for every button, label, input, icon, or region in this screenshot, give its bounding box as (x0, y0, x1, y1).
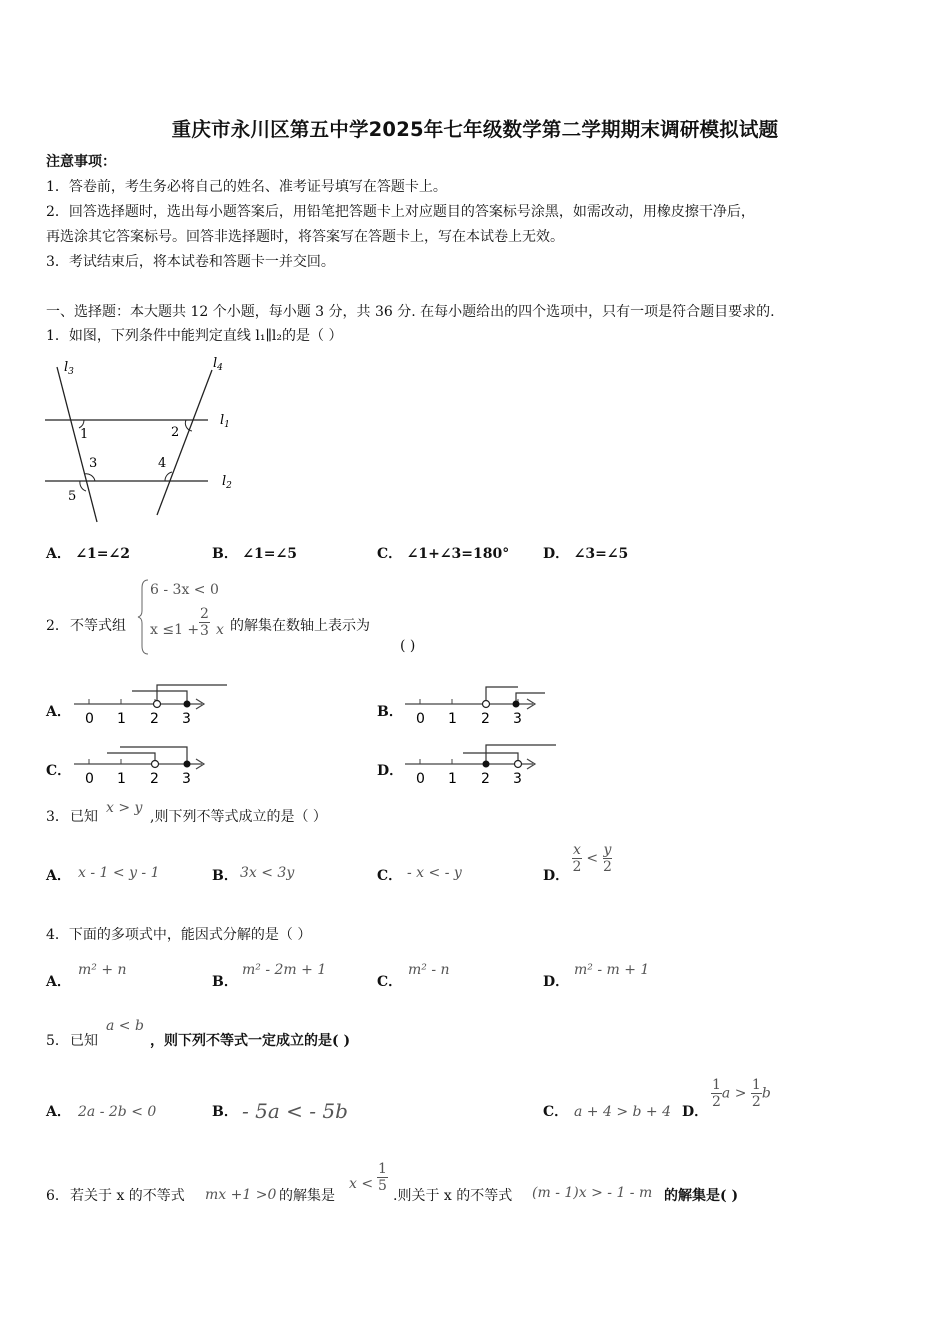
q2-system-line2b: x (216, 622, 224, 638)
q2-option-d-label[interactable]: D． (377, 763, 404, 779)
q5-post: ，则下列不等式一定成立的是( ) (150, 1033, 351, 1049)
q5-option-c-label[interactable]: C． (543, 1104, 569, 1120)
q5-condition: a < b (106, 1018, 144, 1034)
svg-text:1: 1 (448, 771, 457, 787)
q2-option-c-label[interactable]: C． (46, 763, 72, 779)
q2-paren: ( ) (400, 638, 416, 654)
notice-item: 3．考试结束后，将本试卷和答题卡一并交回。 (46, 254, 335, 270)
q2-numberline-d[interactable] (403, 743, 563, 788)
q5-option-b-expr: - 5a < - 5b (242, 1099, 348, 1123)
q2-system-line1: 6 - 3x < 0 (150, 582, 219, 598)
q3-post: ,则下列不等式成立的是（ ） (150, 809, 327, 825)
q5-num: 5． (46, 1033, 69, 1049)
page-title: 重庆市永川区第五中学2025年七年级数学第二学期期末调研模拟试题 (171, 118, 779, 141)
q3-option-b-label[interactable]: B． (212, 868, 238, 884)
label-l1: $l_1$ (220, 413, 230, 430)
q6-solution-var: x < (349, 1176, 374, 1192)
label-l4: $l_4$ (213, 356, 223, 373)
label-l2: $l_2$ (222, 474, 232, 491)
svg-text:3: 3 (182, 711, 191, 727)
label-l3: $l_3$ (64, 360, 74, 377)
q6-num: 6． (46, 1188, 69, 1204)
q4-option-a-expr: m² + n (78, 962, 127, 978)
q6-pre: 若关于 x 的不等式 (70, 1188, 185, 1204)
q2-numberline-c[interactable] (72, 743, 232, 788)
q3-pre: 已知 (70, 809, 98, 825)
svg-text:0: 0 (416, 771, 425, 787)
q4-option-c-label[interactable]: C． (377, 974, 403, 990)
svg-text:1: 1 (117, 771, 126, 787)
q1-option-b[interactable]: B． ∠1=∠5 (212, 546, 297, 562)
q3-option-d-label[interactable]: D． (543, 868, 570, 884)
q1-option-d[interactable]: D． ∠3=∠5 (543, 546, 629, 562)
q4-option-d-label[interactable]: D． (543, 974, 570, 990)
q2-brace (138, 578, 150, 656)
svg-text:1: 1 (448, 711, 457, 727)
q6-mid2: .则关于 x 的不等式 (393, 1188, 513, 1204)
line-l4 (157, 370, 212, 515)
svg-text:3: 3 (182, 771, 191, 787)
q3-condition: x > y (106, 800, 143, 816)
q2-option-b-label[interactable]: B． (377, 704, 403, 720)
label-angle-1: 1 (80, 427, 89, 442)
q3-option-a-label[interactable]: A． (46, 868, 71, 884)
svg-text:1: 1 (117, 711, 126, 727)
svg-text:2: 2 (481, 711, 490, 727)
q2-option-a-label[interactable]: A． (46, 704, 71, 720)
q4-option-d-expr: m² - m + 1 (574, 962, 650, 978)
q1-option-a[interactable]: A． ∠1=∠2 (46, 546, 131, 562)
q5-option-a-expr: 2a - 2b < 0 (78, 1104, 157, 1120)
section-heading: 一、选择题：本大题共 12 个小题，每小题 3 分，共 36 分. 在每小题给出的四个选项中，只有一项是符合题目要求的. (46, 304, 775, 320)
q1-stem: 1．如图，下列条件中能判定直线 l₁∥l₂的是（ ） (46, 328, 343, 344)
q2-pre: 不等式组 (70, 618, 126, 634)
q2-numberline-b[interactable] (403, 683, 563, 728)
q4-option-b-label[interactable]: B． (212, 974, 238, 990)
angle-5-arc (80, 481, 86, 491)
notice-heading: 注意事项： (46, 154, 116, 170)
q5-option-c-expr: a + 4 > b + 4 (574, 1104, 672, 1120)
svg-text:2: 2 (150, 771, 159, 787)
q3-option-c-label[interactable]: C． (377, 868, 403, 884)
notice-item: 2．回答选择题时，选出每小题答案后，用铅笔把答题卡上对应题目的答案标号涂黑，如需改动，用橡皮擦干净后， (46, 204, 755, 220)
q3-option-d-expr: $\frac{x}{2}$ < $\frac{y}{2}$ (572, 842, 612, 875)
q3-option-c-expr: - x < - y (407, 865, 462, 881)
svg-text:0: 0 (416, 711, 425, 727)
notice-item: 1．答卷前，考生务必将自己的姓名、准考证号填写在答题卡上。 (46, 179, 447, 195)
q4-option-a-label[interactable]: A． (46, 974, 71, 990)
svg-text:0: 0 (85, 771, 94, 787)
q5-option-d-expr: $\frac{1}{2}$ a > $\frac{1}{2}$ b (712, 1077, 771, 1110)
q6-inequality-2: (m - 1)x > - 1 - m (532, 1185, 653, 1201)
q6-post: 的解集是( ) (664, 1188, 739, 1204)
label-angle-5: 5 (68, 489, 77, 504)
q6-solution-fraction: $\frac{1}{5}$ (378, 1161, 387, 1194)
q5-pre: 已知 (70, 1033, 98, 1049)
q1-figure (40, 352, 240, 527)
q3-num: 3． (46, 809, 69, 825)
line-l3 (57, 367, 97, 522)
q5-option-d-label[interactable]: D． (682, 1104, 709, 1120)
q3-option-a-expr: x - 1 < y - 1 (78, 865, 160, 881)
svg-text:3: 3 (513, 771, 522, 787)
label-angle-3: 3 (89, 456, 98, 471)
q4-stem: 4．下面的多项式中，能因式分解的是（ ） (46, 927, 312, 943)
label-angle-4: 4 (158, 456, 167, 471)
svg-text:2: 2 (150, 711, 159, 727)
q2-system-line2a: x ≤1 + (150, 622, 200, 638)
q4-option-b-expr: m² - 2m + 1 (242, 962, 327, 978)
q1-option-c[interactable]: C． ∠1+∠3=180° (377, 546, 510, 562)
svg-text:0: 0 (85, 711, 94, 727)
q2-fraction: $\frac{2}{3}$ (200, 606, 209, 639)
q2-num: 2． (46, 618, 69, 634)
q5-option-a-label[interactable]: A． (46, 1104, 71, 1120)
svg-text:3: 3 (513, 711, 522, 727)
notice-item: 再选涂其它答案标号。回答非选择题时，将答案写在答题卡上，写在本试卷上无效。 (46, 229, 564, 245)
q2-numberline-a[interactable] (72, 683, 232, 728)
q3-option-b-expr: 3x < 3y (240, 865, 295, 881)
q2-post: 的解集在数轴上表示为 (230, 618, 370, 634)
q6-mid: 的解集是 (279, 1188, 335, 1204)
label-angle-2: 2 (171, 425, 180, 440)
svg-text:2: 2 (481, 771, 490, 787)
q5-option-b-label[interactable]: B． (212, 1104, 238, 1120)
q6-inequality-1: mx +1 >0 (205, 1187, 277, 1203)
q4-option-c-expr: m² - n (408, 962, 450, 978)
